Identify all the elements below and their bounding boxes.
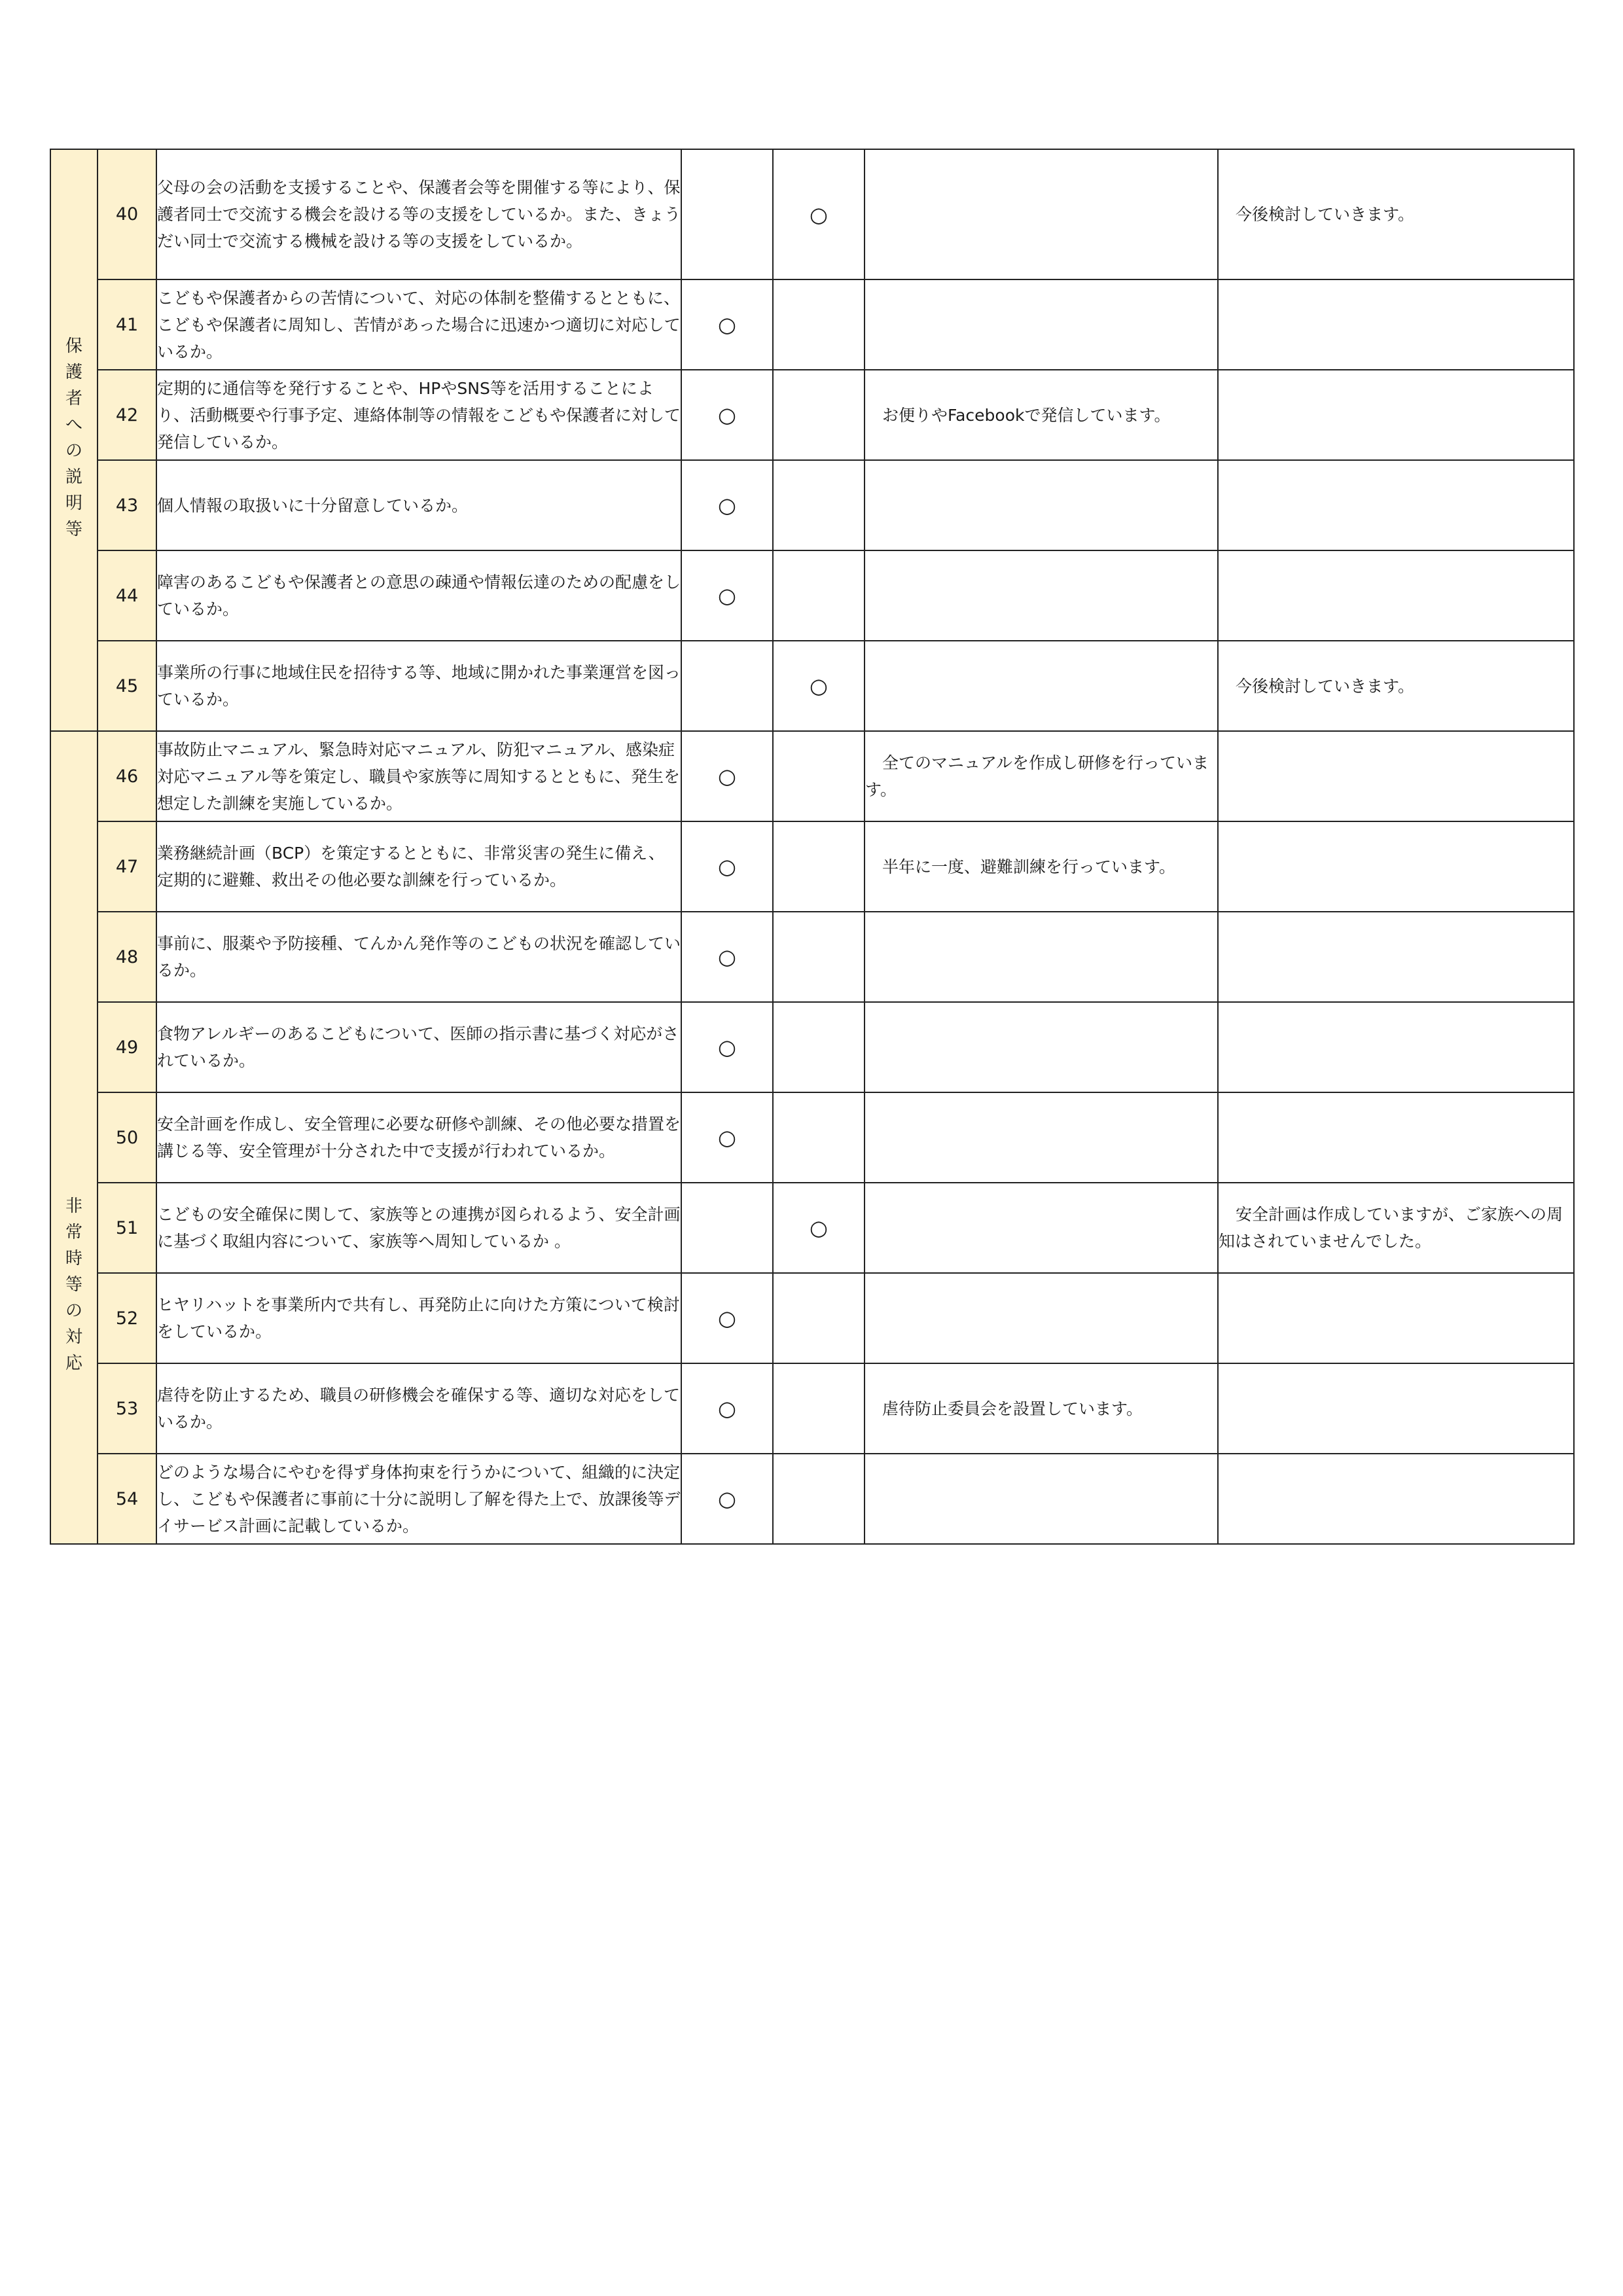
question-cell xyxy=(156,550,681,641)
item-number: 46 xyxy=(115,766,139,787)
table-row xyxy=(50,279,1574,370)
table-row xyxy=(50,460,1574,550)
improvement-cell xyxy=(1218,1183,1574,1273)
category-char: 護 xyxy=(65,362,82,382)
no-cell xyxy=(773,1092,865,1183)
category-cell xyxy=(50,731,98,1544)
table-row xyxy=(50,1002,1574,1092)
comment-text: 半年に一度、避難訓練を行っています。 xyxy=(882,857,1176,876)
table-row xyxy=(50,1363,1574,1454)
item-number-cell xyxy=(98,460,156,550)
item-number: 54 xyxy=(115,1488,139,1509)
comment-text: 全てのマニュアルを作成し研修を行っています。 xyxy=(865,753,1209,799)
yes-mark: ○ xyxy=(718,493,736,518)
comment-cell xyxy=(865,1002,1218,1092)
category-cell xyxy=(50,149,98,731)
question-text: 父母の会の活動を支援することや、保護者会等を開催する等により、保護者同士で交流する機会を設ける等の支援をしているか。また、きょうだい同士で交流する機械を設ける等の支援をしているか。 xyxy=(157,178,681,251)
table-row xyxy=(50,641,1574,731)
item-number-cell xyxy=(98,149,156,279)
yes-cell xyxy=(681,912,773,1002)
question-cell xyxy=(156,821,681,912)
yes-mark: ○ xyxy=(718,583,736,608)
item-number: 53 xyxy=(115,1398,139,1419)
question-cell xyxy=(156,1092,681,1183)
category-char: 等 xyxy=(65,1275,82,1295)
category-char: 常 xyxy=(65,1223,82,1242)
item-number: 41 xyxy=(115,314,139,335)
item-number-cell xyxy=(98,821,156,912)
yes-mark: ○ xyxy=(718,764,736,789)
question-cell xyxy=(156,370,681,460)
category-label xyxy=(51,333,97,543)
item-number-cell xyxy=(98,1454,156,1544)
item-number-cell xyxy=(98,279,156,370)
item-number: 48 xyxy=(115,946,139,967)
comment-cell xyxy=(865,731,1218,821)
yes-mark: ○ xyxy=(718,403,736,427)
comment-cell xyxy=(865,279,1218,370)
no-cell xyxy=(773,912,865,1002)
question-cell xyxy=(156,731,681,821)
yes-cell xyxy=(681,1273,773,1363)
yes-mark: ○ xyxy=(718,1306,736,1331)
item-number: 45 xyxy=(115,675,139,696)
question-cell xyxy=(156,912,681,1002)
item-number: 50 xyxy=(115,1127,139,1148)
improvement-cell xyxy=(1218,641,1574,731)
category-char: 保 xyxy=(65,336,82,356)
item-number: 43 xyxy=(115,495,139,516)
question-cell xyxy=(156,279,681,370)
category-char: 時 xyxy=(65,1249,82,1268)
category-char: へ xyxy=(65,414,82,435)
comment-text: お便りやFacebookで発信しています。 xyxy=(882,405,1171,425)
item-number-cell xyxy=(98,370,156,460)
table-row xyxy=(50,370,1574,460)
comment-cell xyxy=(865,1363,1218,1454)
category-char: の xyxy=(65,440,82,461)
category-char: 等 xyxy=(65,519,82,539)
improvement-cell xyxy=(1218,821,1574,912)
improvement-text: 今後検討していきます。 xyxy=(1236,205,1415,224)
item-number-cell xyxy=(98,1002,156,1092)
comment-cell xyxy=(865,149,1218,279)
table-row xyxy=(50,731,1574,821)
question-text: 定期的に通信等を発行することや、HPやSNS等を活用することにより、活動概要や行事予定、連絡体制等の情報をこどもや保護者に対して発信しているか。 xyxy=(157,378,681,452)
category-char: 対 xyxy=(65,1327,82,1347)
yes-cell xyxy=(681,1363,773,1454)
comment-cell xyxy=(865,912,1218,1002)
no-cell xyxy=(773,1273,865,1363)
question-text: 安全計画を作成し、安全管理に必要な研修や訓練、その他必要な措置を講じる等、安全管理が十分された中で支援が行われているか。 xyxy=(157,1115,681,1160)
no-cell xyxy=(773,1454,865,1544)
yes-cell xyxy=(681,1183,773,1273)
improvement-cell xyxy=(1218,1273,1574,1363)
question-text: 業務継続計画（BCP）を策定するとともに、非常災害の発生に備え、定期的に避難、救出その他必要な訓練を行っているか。 xyxy=(157,844,665,889)
item-number-cell xyxy=(98,912,156,1002)
no-cell xyxy=(773,149,865,279)
comment-cell xyxy=(865,1092,1218,1183)
yes-cell xyxy=(681,731,773,821)
yes-mark: ○ xyxy=(718,1486,736,1511)
table-row xyxy=(50,149,1574,279)
table-row xyxy=(50,550,1574,641)
question-text: 個人情報の取扱いに十分留意しているか。 xyxy=(157,495,469,515)
item-number: 49 xyxy=(115,1037,139,1058)
yes-cell xyxy=(681,149,773,279)
question-cell xyxy=(156,460,681,550)
category-label xyxy=(51,1193,97,1376)
comment-cell xyxy=(865,460,1218,550)
yes-cell xyxy=(681,460,773,550)
question-text: 虐待を防止するため、職員の研修機会を確保する等、適切な対応をしているか。 xyxy=(157,1386,681,1431)
category-char: の xyxy=(65,1301,82,1321)
yes-cell xyxy=(681,641,773,731)
no-cell xyxy=(773,460,865,550)
table-row xyxy=(50,1273,1574,1363)
item-number: 40 xyxy=(115,204,139,224)
yes-cell xyxy=(681,550,773,641)
table-row xyxy=(50,1092,1574,1183)
category-char: 非 xyxy=(65,1196,82,1216)
no-cell xyxy=(773,1183,865,1273)
no-cell xyxy=(773,641,865,731)
yes-cell xyxy=(681,1002,773,1092)
category-char: 者 xyxy=(65,388,82,408)
improvement-cell xyxy=(1218,460,1574,550)
comment-cell xyxy=(865,821,1218,912)
question-cell xyxy=(156,1363,681,1454)
question-text: こどもの安全確保に関して、家族等との連携が図られるよう、安全計画に基づく取組内容について、家族等へ周知しているか 。 xyxy=(157,1205,681,1251)
improvement-cell xyxy=(1218,149,1574,279)
table-row xyxy=(50,912,1574,1002)
improvement-cell xyxy=(1218,731,1574,821)
question-text: どのような場合にやむを得ず身体拘束を行うかについて、組織的に決定し、こどもや保護者に事前に十分に説明し了解を得た上で、放課後等デイサービス計画に記載しているか。 xyxy=(157,1462,681,1535)
category-char: 説 xyxy=(65,467,82,487)
no-cell xyxy=(773,731,865,821)
yes-mark: ○ xyxy=(718,1125,736,1150)
no-cell xyxy=(773,370,865,460)
no-mark: ○ xyxy=(810,202,828,227)
category-char: 応 xyxy=(65,1354,82,1373)
yes-mark: ○ xyxy=(718,312,736,337)
comment-cell xyxy=(865,370,1218,460)
question-text: 障害のあるこどもや保護者との意思の疎通や情報伝達のための配慮をしているか。 xyxy=(157,573,681,619)
improvement-cell xyxy=(1218,550,1574,641)
item-number: 52 xyxy=(115,1308,139,1329)
item-number-cell xyxy=(98,1363,156,1454)
question-cell xyxy=(156,1454,681,1544)
question-text: 事前に、服薬や予防接種、てんかん発作等のこどもの状況を確認しているか。 xyxy=(157,934,681,980)
item-number: 47 xyxy=(115,856,139,877)
comment-cell xyxy=(865,1183,1218,1273)
table-row xyxy=(50,821,1574,912)
no-cell xyxy=(773,279,865,370)
improvement-cell xyxy=(1218,279,1574,370)
improvement-cell xyxy=(1218,912,1574,1002)
question-cell xyxy=(156,1002,681,1092)
yes-cell xyxy=(681,1092,773,1183)
yes-cell xyxy=(681,279,773,370)
table-body xyxy=(50,149,1574,1544)
improvement-cell xyxy=(1218,1092,1574,1183)
item-number: 42 xyxy=(115,404,139,425)
yes-cell xyxy=(681,821,773,912)
table-row xyxy=(50,1454,1574,1544)
comment-cell xyxy=(865,550,1218,641)
comment-cell xyxy=(865,1273,1218,1363)
no-cell xyxy=(773,821,865,912)
no-mark: ○ xyxy=(810,673,828,698)
improvement-cell xyxy=(1218,1363,1574,1454)
item-number-cell xyxy=(98,1092,156,1183)
yes-cell xyxy=(681,370,773,460)
item-number-cell xyxy=(98,731,156,821)
evaluation-table xyxy=(50,149,1575,1545)
yes-mark: ○ xyxy=(718,1396,736,1421)
improvement-text: 今後検討していきます。 xyxy=(1236,676,1415,696)
item-number-cell xyxy=(98,1183,156,1273)
question-text: 食物アレルギーのあるこどもについて、医師の指示書に基づく対応がされているか。 xyxy=(157,1024,679,1070)
question-text: こどもや保護者からの苦情について、対応の体制を整備するとともに、こどもや保護者に周知し、苦情があった場合に迅速かつ適切に対応しているか。 xyxy=(157,288,681,361)
item-number-cell xyxy=(98,641,156,731)
item-number: 51 xyxy=(115,1217,139,1238)
yes-mark: ○ xyxy=(718,944,736,969)
improvement-cell xyxy=(1218,370,1574,460)
question-text: 事故防止マニュアル、緊急時対応マニュアル、防犯マニュアル、感染症対応マニュアル等を策定し、職員や家族等に周知するとともに、発生を想定した訓練を実施しているか。 xyxy=(157,740,681,813)
improvement-cell xyxy=(1218,1002,1574,1092)
improvement-text: 安全計画は作成していますが、ご家族への周知はされていませんでした。 xyxy=(1219,1205,1563,1251)
question-cell xyxy=(156,149,681,279)
table-row xyxy=(50,1183,1574,1273)
yes-mark: ○ xyxy=(718,1035,736,1060)
yes-mark: ○ xyxy=(718,854,736,879)
no-cell xyxy=(773,1002,865,1092)
question-text: 事業所の行事に地域住民を招待する等、地域に開かれた事業運営を図っているか。 xyxy=(157,663,681,709)
no-cell xyxy=(773,1363,865,1454)
no-mark: ○ xyxy=(810,1215,828,1240)
yes-cell xyxy=(681,1454,773,1544)
item-number-cell xyxy=(98,1273,156,1363)
question-cell xyxy=(156,641,681,731)
question-text: ヒヤリハットを事業所内で共有し、再発防止に向けた方策について検討をしているか。 xyxy=(157,1295,680,1341)
question-cell xyxy=(156,1183,681,1273)
comment-cell xyxy=(865,1454,1218,1544)
question-cell xyxy=(156,1273,681,1363)
improvement-cell xyxy=(1218,1454,1574,1544)
comment-cell xyxy=(865,641,1218,731)
category-char: 明 xyxy=(65,493,82,513)
no-cell xyxy=(773,550,865,641)
item-number: 44 xyxy=(115,585,139,606)
comment-text: 虐待防止委員会を設置しています。 xyxy=(882,1399,1143,1418)
item-number-cell xyxy=(98,550,156,641)
